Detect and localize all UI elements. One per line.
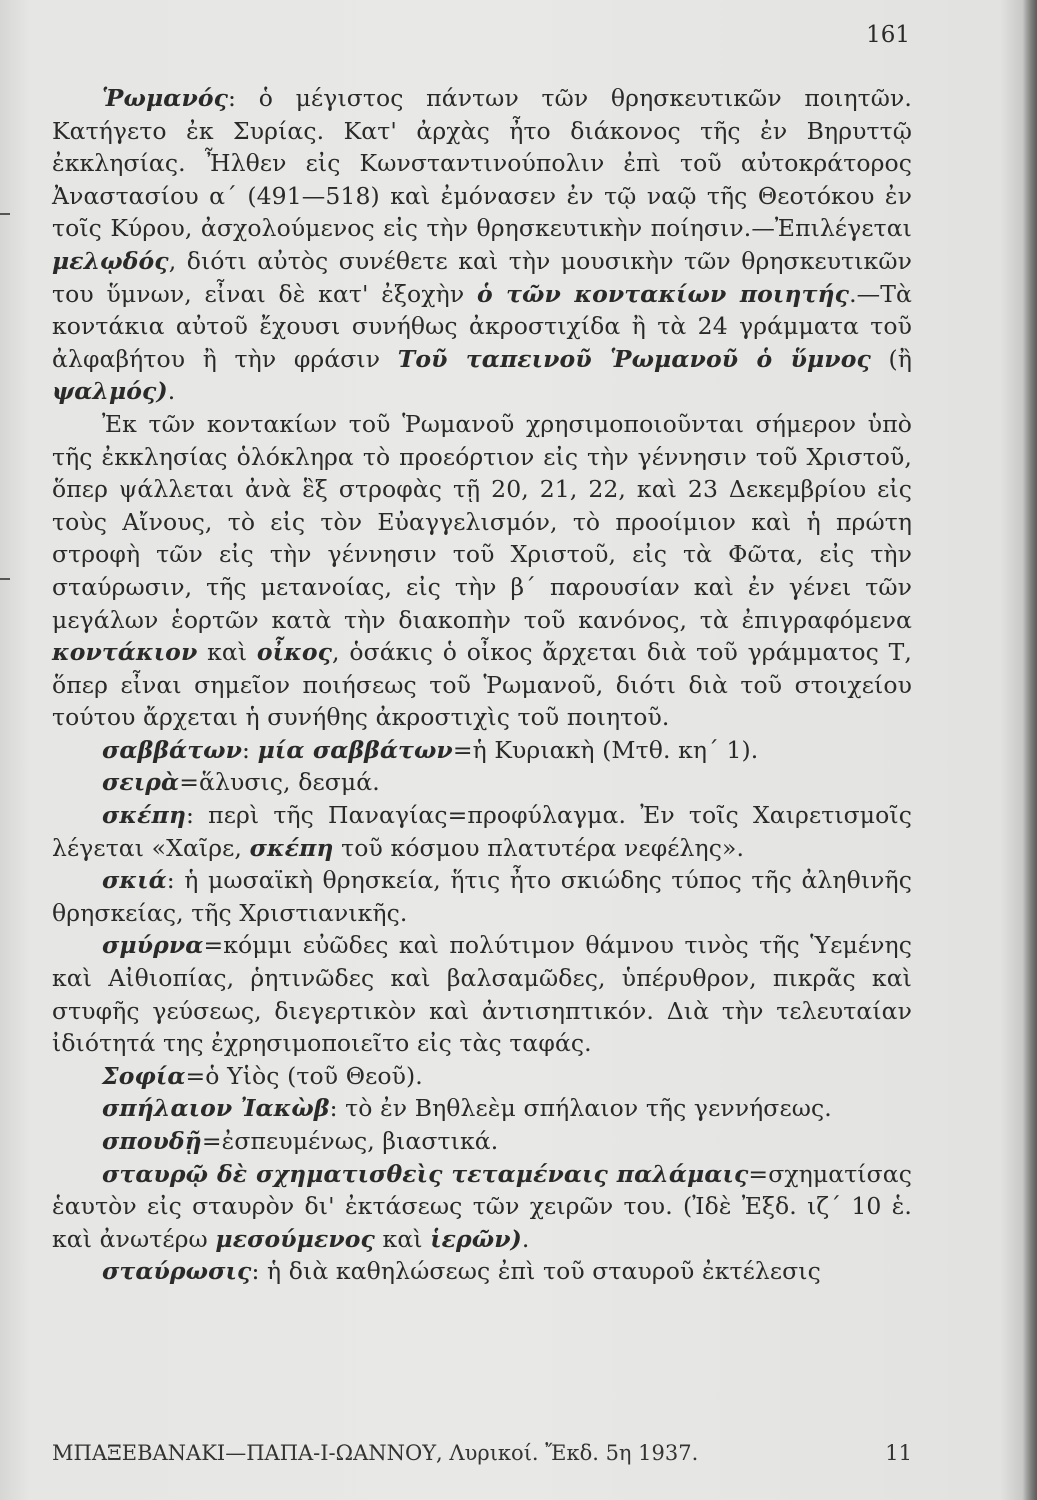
entry-term: σαββάτων (102, 735, 242, 764)
entry-term: σειρὰ (102, 768, 180, 797)
entry-text: =ἐσπευμένως, βιαστικά. (201, 1127, 499, 1155)
entry-term: ψαλμός) (52, 377, 168, 406)
entry-stavrosis (52, 1255, 912, 1288)
entry-skia (52, 864, 912, 929)
entry-term: σκέπη (102, 801, 187, 830)
entry-term: Ῥωμανός (102, 84, 229, 112)
entry-term: σκιά (102, 866, 167, 895)
entry-term: σταύρωσις (102, 1257, 252, 1286)
entry-text: =ὁ Υἱὸς (τοῦ Θεοῦ). (185, 1061, 423, 1090)
entry-sabbaton (52, 734, 912, 767)
entry-smyrna (52, 929, 912, 1059)
entry-term: ὁ τῶν κοντακίων ποιητής (476, 279, 850, 308)
entry-text: .—Τὰ κοντάκια αὐτοῦ ἔχουσι συνήθως ἀκροστιχίδα ἢ τὰ 24 γράμματα τοῦ ἀλφαβήτου ἢ τὴν φράσιν (52, 279, 912, 373)
entry-spoudi (52, 1125, 912, 1158)
entry-term: Τοῦ ταπεινοῦ Ῥωμανοῦ ὁ ὕμνος (397, 344, 871, 373)
entry-term: μία σαββάτων (257, 735, 453, 764)
entry-text: τοῦ κόσμου πλατυτέρα νεφέλης». (333, 833, 745, 862)
footer-imprint: ΜΠΑΞΕΒΑΝΑΚΙ—ΠΑΠΑ-Ι-ΩΑΝΝΟΥ, Λυρικοί. Ἔκδ. 5η 1937. (52, 1441, 699, 1465)
footer-signature: 11 (885, 1441, 912, 1465)
entry-text: =ἡ Κυριακὴ (Μτθ. κη΄ 1). (452, 735, 759, 764)
entry-text: : ἡ διὰ καθηλώσεως ἐπὶ τοῦ σταυροῦ ἐκτέλεσις (251, 1257, 821, 1286)
entry-term: σπουδῇ (102, 1127, 202, 1155)
entry-text: , διότι αὐτὸς συνέθετε καὶ τὴν μουσικὴν τῶν θρησκευτικῶν του ὕμνων, εἶναι δὲ κατ' ἐξοχὴν (52, 246, 912, 308)
page-edge-shadow (1023, 0, 1037, 1500)
entry-term: Σοφία (102, 1061, 186, 1090)
entry-text: (ἢ (870, 344, 912, 373)
entry-text: . (521, 1224, 530, 1253)
entry-romanos (52, 82, 912, 408)
entry-text: : (242, 735, 258, 764)
glossary-text (52, 82, 912, 1288)
entry-text: : ὁ μέγιστος πάντων τῶν θρησκευτικῶν ποιητῶν. Κατήγετο ἐκ Συρίας. Κατ' ἀρχὰς ἦτο διάκονος τῆς ἐν Βηρυττῷ ἐκκλησίας. Ἦλθεν εἰς Κωνσταντινούπολιν ἐπὶ τοῦ αὐτοκράτορος Ἀναστασίου α΄ (491—518) καὶ ἐμόνασεν ἐν τῷ ναῷ τῆς Θεοτόκου ἐν τοῖς Κύρου, ἀσχολούμενος εἰς τὴν θρησκευτικὴν ποίησιν.—Ἐπιλέγεται (52, 84, 912, 243)
entry-text: : περὶ τῆς Παναγίας=προφύλαγμα. Ἐν τοῖς Χαιρετισμοῖς λέγεται «Χαῖρε, (52, 801, 912, 862)
entry-text: =ἅλυσις, δεσμά. (179, 768, 380, 797)
entry-text: =σχηματίσας ἑαυτὸν εἰς σταυρὸν δι' ἐκτάσεως τῶν χειρῶν του. (Ἰδὲ Ἐξδ. ιζ΄ 10 ἑ. καὶ ἀνωτέρω (52, 1159, 912, 1253)
entry-term: μελῳδός (52, 246, 169, 275)
entry-text: καὶ (197, 638, 257, 667)
entry-term: σπήλαιον Ἰακὼβ (102, 1094, 330, 1123)
entry-text: , ὁσάκις ὁ οἶκος ἄρχεται διὰ τοῦ γράμματος Τ, ὅπερ εἶναι σημεῖον ποιήσεως τοῦ Ῥωμανοῦ, διότι διὰ τοῦ στοιχείου τούτου ἄρχεται ἡ συνήθης ἀκροστιχὶς τοῦ ποιητοῦ. (52, 638, 913, 732)
entry-term: οἶκος (256, 638, 333, 667)
entry-text: : τὸ ἐν Βηθλεὲμ σπήλαιον τῆς γεννήσεως. (329, 1094, 832, 1123)
entry-text: καὶ (374, 1224, 431, 1253)
page-footer (52, 1441, 912, 1465)
entry-stavro (52, 1158, 912, 1256)
entry-term: σταυρῷ δὲ σχηματισθεὶς τεταμέναις παλάμαις (102, 1159, 749, 1188)
entry-skepi (52, 799, 912, 864)
entry-kontakia (52, 408, 912, 734)
entry-text: . (167, 377, 176, 406)
entry-term: σμύρνα (102, 931, 204, 960)
entry-text: Ἐκ τῶν κοντακίων τοῦ Ῥωμανοῦ χρησιμοποιοῦνται σήμερον ὑπὸ τῆς ἐκκλησίας ὁλόκληρα τὸ προεόρτιον εἰς τὴν γέννησιν τοῦ Χριστοῦ, ὅπερ ψάλλεται ἀνὰ ἓξ στροφὰς τῇ 20, 21, 22, καὶ 23 Δεκεμβρίου εἰς τοὺς Αἴνους, τὸ εἰς τὸν Εὐαγγελισμόν, τὸ προοίμιον καὶ ἡ πρώτη στροφὴ τῶν εἰς τὴν γέννησιν τοῦ Χριστοῦ, εἰς τὰ Φῶτα, εἰς τὴν σταύρωσιν, τῆς μετανοίας, εἰς τὴν β΄ παρουσίαν καὶ ἐν γένει τῶν μεγάλων ἑορτῶν κατὰ τὴν διακοπὴν τοῦ κανόνος, τὰ ἐπιγραφόμενα (52, 409, 912, 634)
entry-seira (52, 766, 912, 799)
entry-term: κοντάκιον (52, 638, 198, 667)
entry-term: μεσούμενος (215, 1224, 375, 1253)
entry-text: =κόμμι εὐῶδες καὶ πολύτιμον θάμνου τινὸς τῆς Ὑεμένης καὶ Αἰθιοπίας, ῥητινῶδες καὶ βαλσαμῶδες, ὑπέρυθρον, πικρᾶς καὶ στυφῆς γεύσεως, διεγερτικὸν καὶ ἀντισηπτικόν. Διὰ τὴν τελευταίαν ἰδιότητά της ἐχρησιμοποιεῖτο εἰς τὰς ταφάς. (52, 931, 912, 1058)
scan-mark (0, 578, 10, 580)
scan-mark (0, 213, 10, 215)
entry-term: σκέπη (249, 833, 334, 862)
entry-text: : ἡ μωσαϊκὴ θρησκεία, ἥτις ἦτο σκιώδης τύπος τῆς ἀληθινῆς θρησκείας, τῆς Χριστιανικῆς. (52, 866, 912, 927)
page-number: 161 (866, 22, 910, 48)
entry-sofia (52, 1060, 912, 1093)
entry-spilaion (52, 1092, 912, 1125)
entry-term: ἱερῶν) (430, 1224, 522, 1253)
